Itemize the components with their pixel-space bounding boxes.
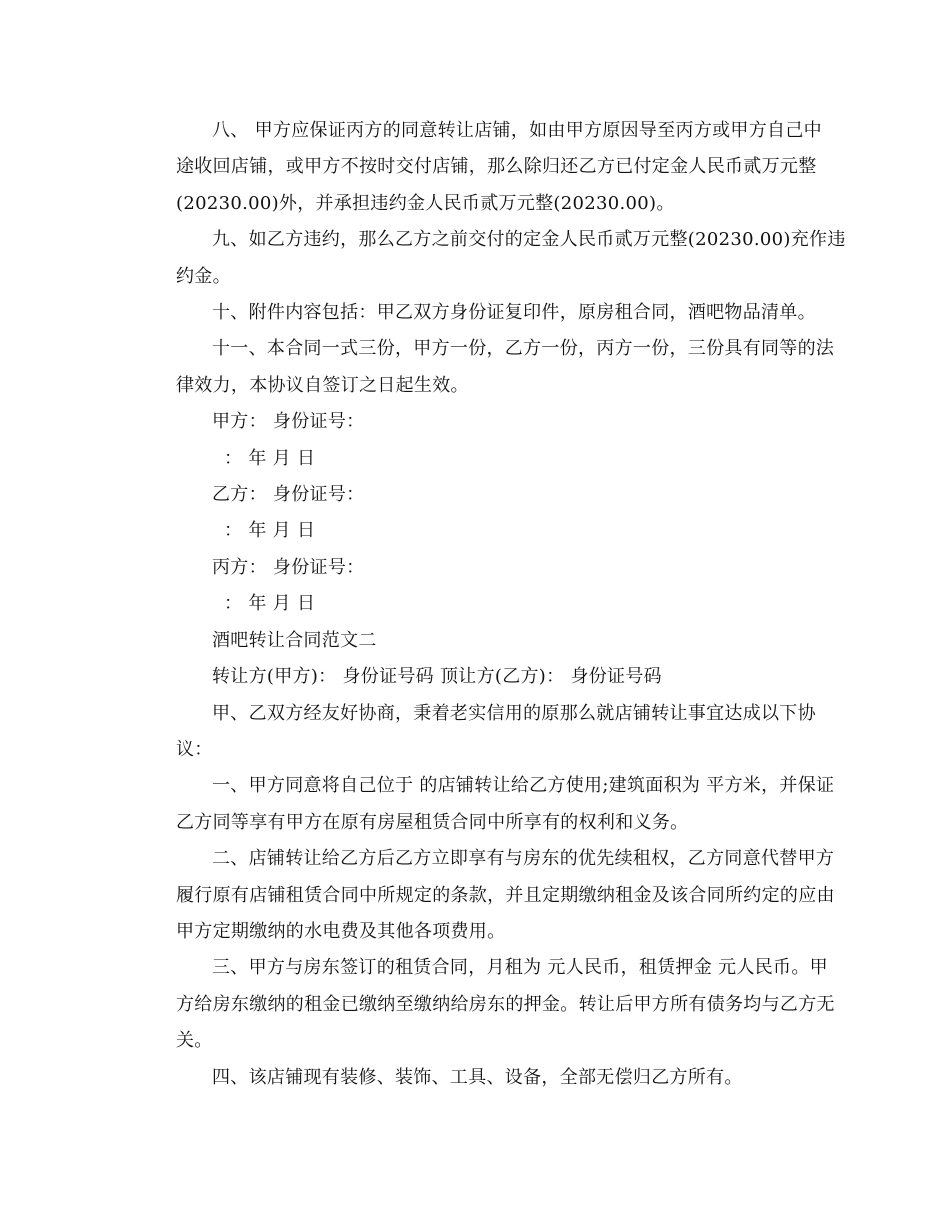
clause-8-line-2: 途收回店铺，或甲方不按时交付店铺，那么除归还乙方已付定金人民币贰万元整 <box>176 156 817 178</box>
clause-2-line-3: 甲方定期缴纳的水电费及其他各项费用。 <box>176 920 506 942</box>
signature-date-c: ： 年 月 日 <box>224 593 316 615</box>
clause-11-line-1: 十一、本合同一式三份，甲方一份，乙方一份，丙方一份，三份具有同等的法 <box>212 338 835 360</box>
clause-9-line-2: 约金。 <box>176 265 231 287</box>
parties-block <box>140 659 820 695</box>
clause-3-line-3: 关。 <box>176 1030 213 1052</box>
parties-line: 转让方(甲方)： 身份证号码 顶让方(乙方)： 身份证号码 <box>212 666 662 688</box>
signature-block-party-c <box>140 550 820 623</box>
section-title: 酒吧转让合同范文二 <box>212 629 377 651</box>
intro-line-1: 甲、乙双方经友好协商，秉着老实信用的原那么就店铺转让事宜达成以下协 <box>212 702 816 724</box>
clause-4 <box>140 1060 820 1096</box>
clause-11 <box>140 331 835 404</box>
clause-3-line-1: 三、甲方与房东签订的租赁合同，月租为 元人民币，租赁押金 元人民币。甲 <box>212 957 828 979</box>
clause-2-line-1: 二、店铺转让给乙方后乙方立即享有与房东的优先续租权，乙方同意代替甲方 <box>212 848 835 870</box>
section-title-block <box>140 623 820 659</box>
signature-date-a: ： 年 月 日 <box>224 447 316 469</box>
clause-2 <box>140 841 835 950</box>
clause-4-line-1: 四、该店铺现有装修、装饰、工具、设备，全部无偿归乙方所有。 <box>212 1066 743 1088</box>
clause-1-line-1: 一、甲方同意将自己位于 的店铺转让给乙方使用;建筑面积为 平方米，并保证 <box>212 775 835 797</box>
clause-8-line-3: (20230.00)外，并承担违约金人民币贰万元整(20230.00)。 <box>176 192 675 214</box>
clause-10 <box>140 295 820 331</box>
clause-10-line-1: 十、附件内容包括：甲乙双方身份证复印件，原房租合同，酒吧物品清单。 <box>212 302 816 324</box>
intro-paragraph <box>140 696 820 769</box>
clause-8-line-1: 八、 甲方应保证丙方的同意转让店铺，如由甲方原因导至丙方或甲方自己中 <box>212 120 822 141</box>
clause-11-line-2: 律效力，本协议自签订之日起生效。 <box>176 374 469 396</box>
signature-block-party-b <box>140 477 820 550</box>
signature-party-b: 乙方： 身份证号： <box>212 484 365 506</box>
document-page <box>140 113 846 1096</box>
signature-party-a: 甲方： 身份证号： <box>212 411 365 433</box>
clause-1-line-2: 乙方同等享有甲方在原有房屋租赁合同中所享有的权利和义务。 <box>176 811 689 833</box>
intro-line-2: 议： <box>176 738 213 760</box>
signature-party-c: 丙方： 身份证号： <box>212 556 365 578</box>
clause-3 <box>140 950 835 1059</box>
clause-9-line-1: 九、如乙方违约，那么乙方之前交付的定金人民币贰万元整(20230.00)充作违 <box>212 229 846 251</box>
clause-2-line-2: 履行原有店铺租赁合同中所规定的条款，并且定期缴纳租金及该合同所约定的应由 <box>176 884 835 906</box>
clause-1 <box>140 768 835 841</box>
clause-9 <box>140 222 846 295</box>
clause-8 <box>140 113 820 222</box>
signature-block-party-a <box>140 404 820 477</box>
clause-3-line-2: 方给房东缴纳的租金已缴纳至缴纳给房东的押金。转让后甲方所有债务均与乙方无 <box>176 993 835 1015</box>
signature-date-b: ： 年 月 日 <box>224 520 316 542</box>
